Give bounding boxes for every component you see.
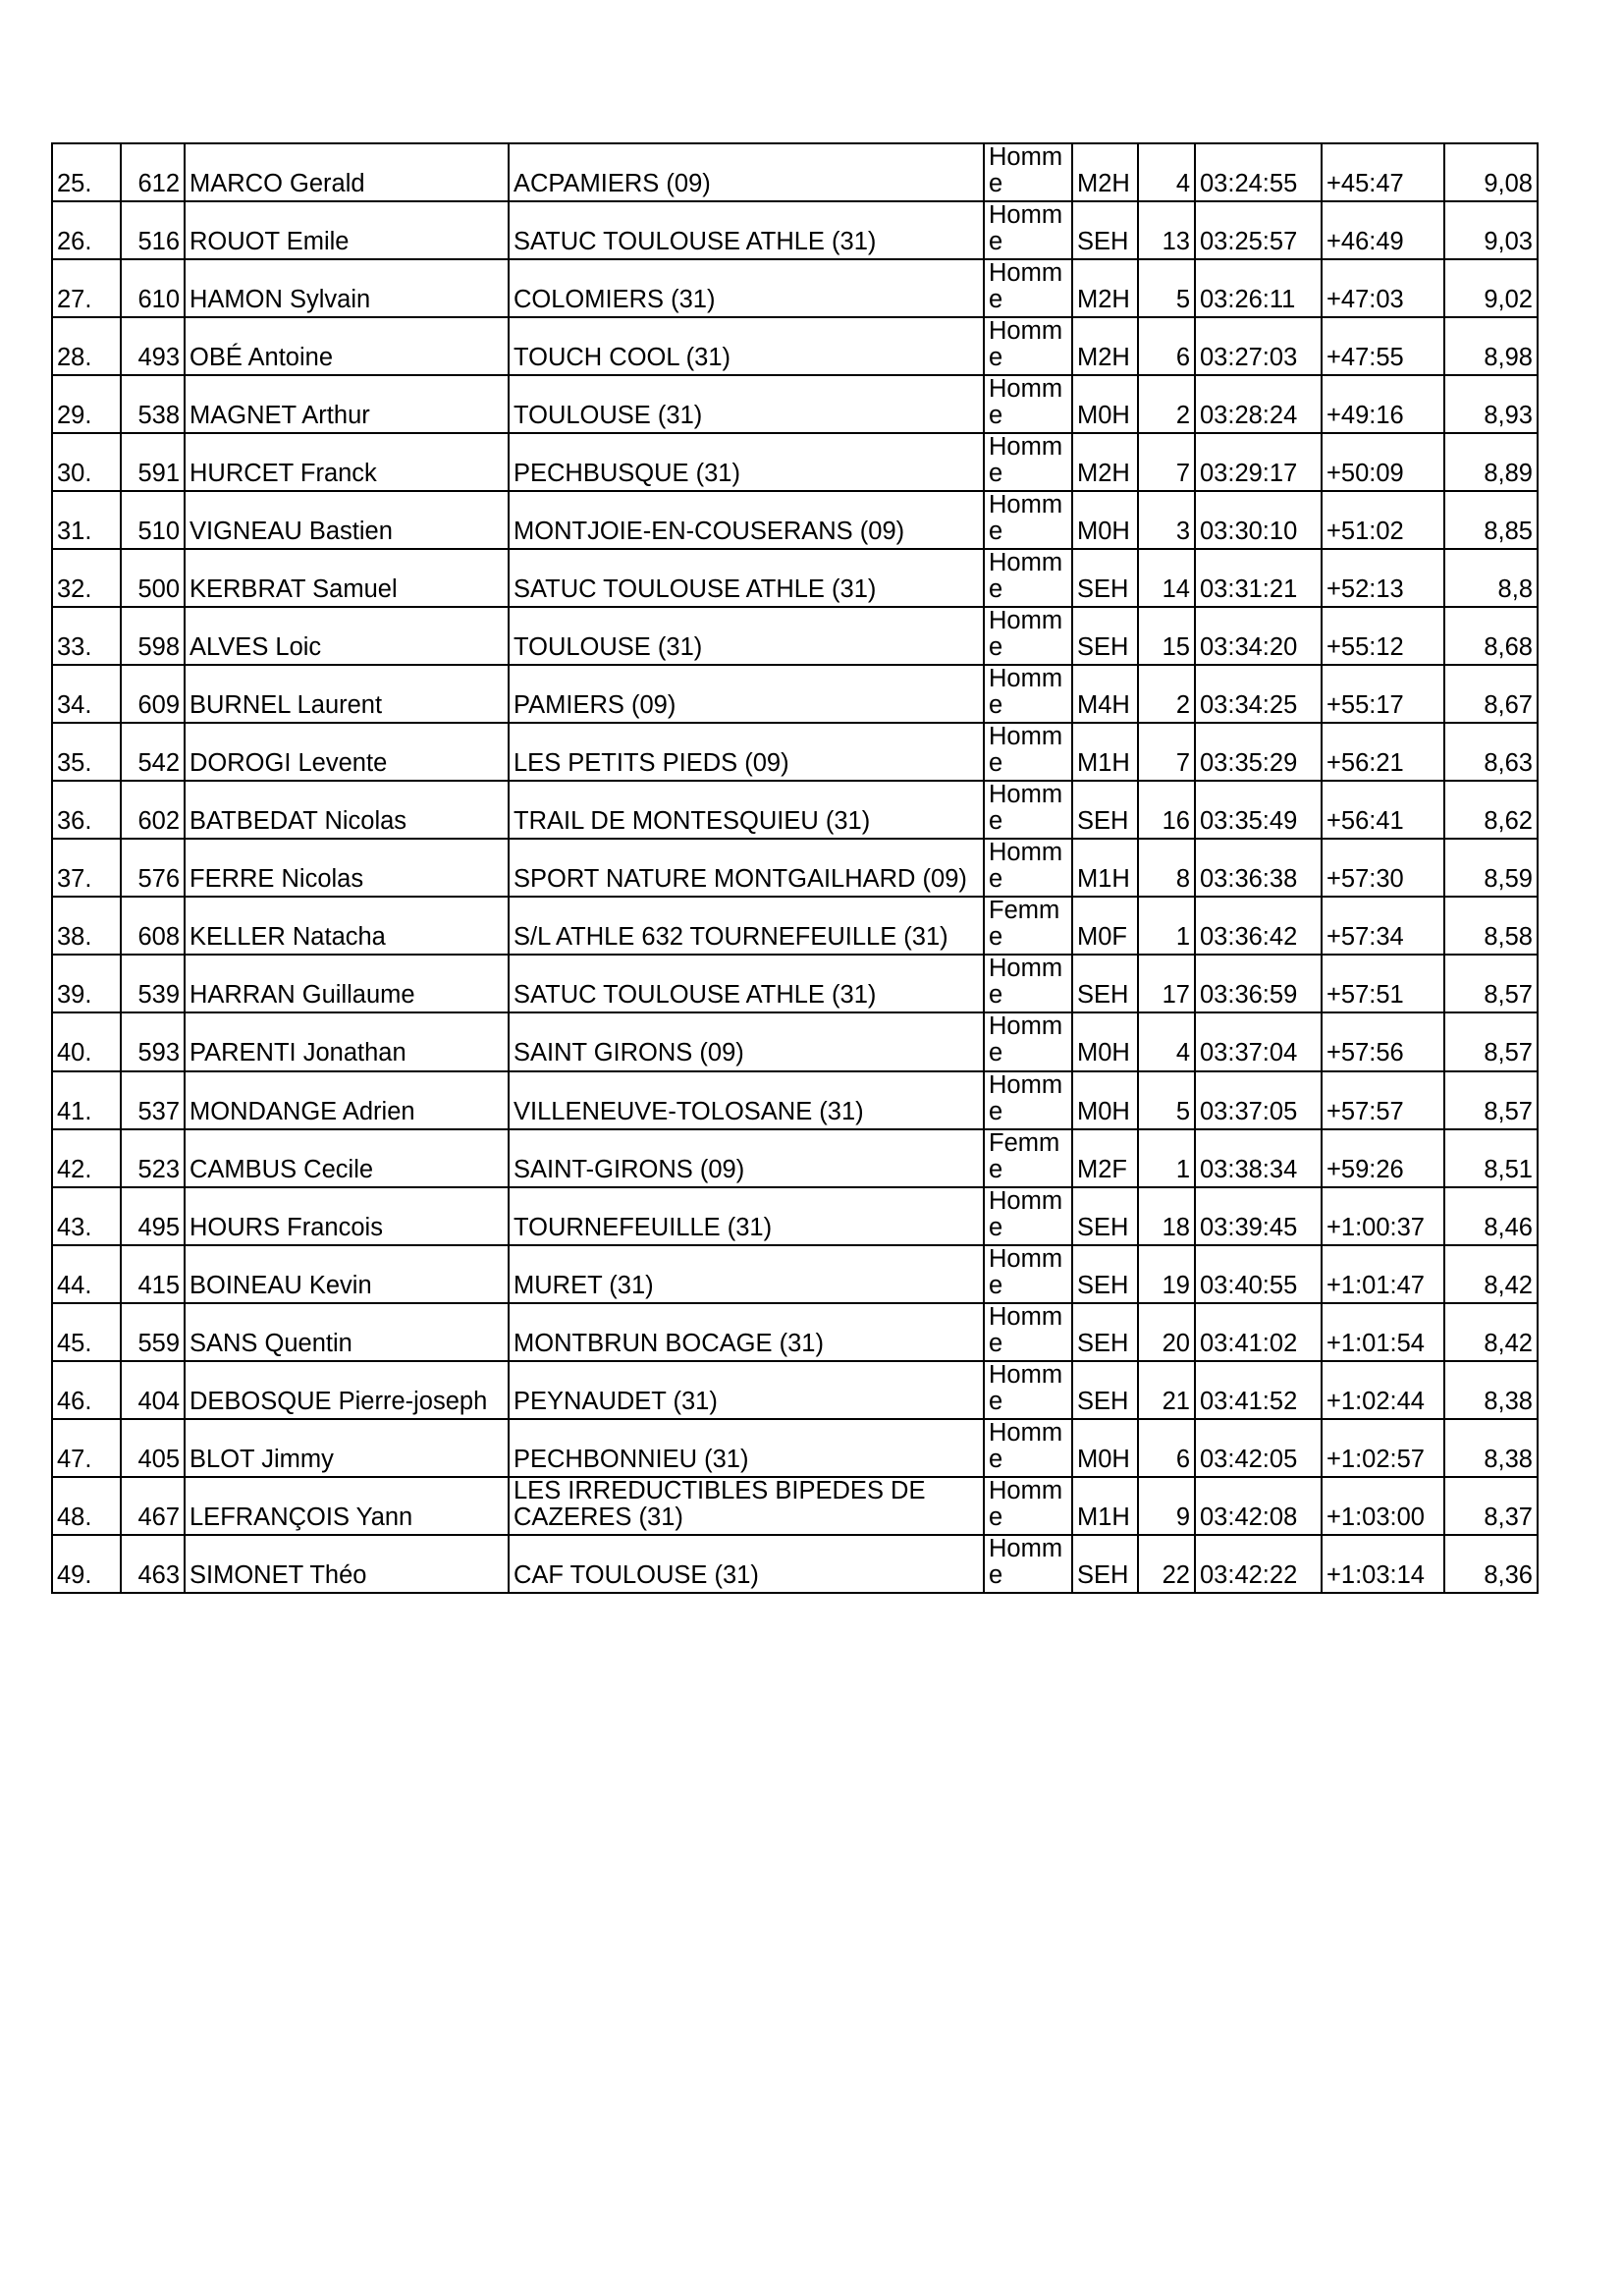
cell-club: PECHBONNIEU (31)	[509, 1419, 984, 1477]
cell-time: 03:31:21	[1195, 549, 1322, 607]
table-row	[52, 781, 1538, 839]
cell-club: SATUC TOULOUSE ATHLE (31)	[509, 201, 984, 259]
cell-club: PECHBUSQUE (31)	[509, 433, 984, 491]
cell-gap: +52:13	[1322, 549, 1444, 607]
cell-speed: 8,38	[1444, 1361, 1538, 1419]
cell-rank: 30.	[52, 433, 121, 491]
cell-category-rank: 1	[1138, 1129, 1195, 1187]
cell-club: SPORT NATURE MONTGAILHARD (09)	[509, 839, 984, 897]
table-row	[52, 259, 1538, 317]
cell-bib: 559	[121, 1303, 185, 1361]
table-row	[52, 201, 1538, 259]
cell-speed: 8,89	[1444, 433, 1538, 491]
cell-name: ALVES Loic	[185, 607, 509, 665]
cell-speed: 8,67	[1444, 665, 1538, 723]
cell-club: ACPAMIERS (09)	[509, 143, 984, 201]
cell-category-rank: 8	[1138, 839, 1195, 897]
table-row	[52, 1361, 1538, 1419]
table-row	[52, 1535, 1538, 1593]
cell-category: SEH	[1072, 1187, 1138, 1245]
cell-club: CAF TOULOUSE (31)	[509, 1535, 984, 1593]
table-row	[52, 955, 1538, 1012]
cell-time: 03:41:52	[1195, 1361, 1322, 1419]
cell-speed: 8,57	[1444, 955, 1538, 1012]
cell-gap: +57:57	[1322, 1071, 1444, 1129]
cell-bib: 612	[121, 143, 185, 201]
table-body	[52, 143, 1538, 1593]
cell-time: 03:36:42	[1195, 897, 1322, 955]
cell-gap: +57:51	[1322, 955, 1444, 1012]
cell-gap: +1:01:54	[1322, 1303, 1444, 1361]
cell-speed: 8,38	[1444, 1419, 1538, 1477]
cell-category: SEH	[1072, 607, 1138, 665]
cell-category: M1H	[1072, 839, 1138, 897]
table-row	[52, 375, 1538, 433]
table-row	[52, 143, 1538, 201]
cell-gap: +47:55	[1322, 317, 1444, 375]
cell-category-rank: 2	[1138, 375, 1195, 433]
cell-category: M1H	[1072, 723, 1138, 781]
cell-category: M2H	[1072, 433, 1138, 491]
cell-category-rank: 14	[1138, 549, 1195, 607]
table-row	[52, 433, 1538, 491]
cell-sex: Homme	[984, 607, 1072, 665]
cell-club: TOULOUSE (31)	[509, 607, 984, 665]
cell-gap: +57:34	[1322, 897, 1444, 955]
cell-rank: 46.	[52, 1361, 121, 1419]
cell-speed: 8,37	[1444, 1477, 1538, 1535]
cell-name: HAMON Sylvain	[185, 259, 509, 317]
table-row	[52, 1303, 1538, 1361]
cell-category-rank: 20	[1138, 1303, 1195, 1361]
cell-category-rank: 7	[1138, 433, 1195, 491]
cell-name: ROUOT Emile	[185, 201, 509, 259]
cell-rank: 49.	[52, 1535, 121, 1593]
cell-time: 03:35:49	[1195, 781, 1322, 839]
race-results-table	[51, 142, 1539, 1594]
cell-rank: 45.	[52, 1303, 121, 1361]
cell-speed: 8,59	[1444, 839, 1538, 897]
cell-speed: 9,08	[1444, 143, 1538, 201]
cell-sex: Homme	[984, 1419, 1072, 1477]
cell-sex: Homme	[984, 549, 1072, 607]
cell-name: BOINEAU Kevin	[185, 1245, 509, 1303]
cell-bib: 602	[121, 781, 185, 839]
cell-category-rank: 5	[1138, 1071, 1195, 1129]
table-row	[52, 1129, 1538, 1187]
cell-bib: 415	[121, 1245, 185, 1303]
cell-bib: 495	[121, 1187, 185, 1245]
cell-category-rank: 4	[1138, 143, 1195, 201]
cell-bib: 538	[121, 375, 185, 433]
cell-club: MONTJOIE-EN-COUSERANS (09)	[509, 491, 984, 549]
cell-sex: Femme	[984, 897, 1072, 955]
cell-time: 03:36:59	[1195, 955, 1322, 1012]
cell-sex: Homme	[984, 1012, 1072, 1070]
cell-bib: 404	[121, 1361, 185, 1419]
cell-gap: +50:09	[1322, 433, 1444, 491]
cell-bib: 463	[121, 1535, 185, 1593]
cell-club: SATUC TOULOUSE ATHLE (31)	[509, 549, 984, 607]
cell-name: DEBOSQUE Pierre-joseph	[185, 1361, 509, 1419]
cell-rank: 32.	[52, 549, 121, 607]
cell-speed: 8,68	[1444, 607, 1538, 665]
cell-name: KELLER Natacha	[185, 897, 509, 955]
cell-sex: Homme	[984, 1303, 1072, 1361]
cell-gap: +55:12	[1322, 607, 1444, 665]
cell-rank: 29.	[52, 375, 121, 433]
cell-name: FERRE Nicolas	[185, 839, 509, 897]
cell-time: 03:37:04	[1195, 1012, 1322, 1070]
cell-gap: +51:02	[1322, 491, 1444, 549]
cell-category-rank: 19	[1138, 1245, 1195, 1303]
cell-club: SAINT-GIRONS (09)	[509, 1129, 984, 1187]
cell-category: SEH	[1072, 1245, 1138, 1303]
cell-bib: 405	[121, 1419, 185, 1477]
cell-time: 03:41:02	[1195, 1303, 1322, 1361]
cell-category: SEH	[1072, 955, 1138, 1012]
cell-gap: +59:26	[1322, 1129, 1444, 1187]
cell-sex: Homme	[984, 839, 1072, 897]
cell-time: 03:28:24	[1195, 375, 1322, 433]
cell-speed: 8,57	[1444, 1071, 1538, 1129]
cell-category-rank: 17	[1138, 955, 1195, 1012]
cell-category: M0H	[1072, 491, 1138, 549]
cell-gap: +45:47	[1322, 143, 1444, 201]
cell-category: SEH	[1072, 1303, 1138, 1361]
cell-speed: 8,57	[1444, 1012, 1538, 1070]
cell-bib: 576	[121, 839, 185, 897]
cell-speed: 8,98	[1444, 317, 1538, 375]
cell-club: MONTBRUN BOCAGE (31)	[509, 1303, 984, 1361]
cell-category: M0F	[1072, 897, 1138, 955]
cell-bib: 593	[121, 1012, 185, 1070]
cell-category: SEH	[1072, 201, 1138, 259]
cell-speed: 8,42	[1444, 1245, 1538, 1303]
cell-club: LES PETITS PIEDS (09)	[509, 723, 984, 781]
cell-rank: 26.	[52, 201, 121, 259]
cell-gap: +56:41	[1322, 781, 1444, 839]
cell-sex: Homme	[984, 1187, 1072, 1245]
cell-bib: 516	[121, 201, 185, 259]
cell-speed: 8,62	[1444, 781, 1538, 839]
cell-name: VIGNEAU Bastien	[185, 491, 509, 549]
cell-time: 03:30:10	[1195, 491, 1322, 549]
cell-sex: Homme	[984, 1535, 1072, 1593]
cell-bib: 539	[121, 955, 185, 1012]
cell-bib: 608	[121, 897, 185, 955]
cell-bib: 510	[121, 491, 185, 549]
cell-category: SEH	[1072, 1361, 1138, 1419]
cell-bib: 493	[121, 317, 185, 375]
cell-gap: +1:01:47	[1322, 1245, 1444, 1303]
cell-name: OBÉ Antoine	[185, 317, 509, 375]
cell-category-rank: 13	[1138, 201, 1195, 259]
cell-name: MARCO Gerald	[185, 143, 509, 201]
cell-gap: +56:21	[1322, 723, 1444, 781]
cell-category: M2H	[1072, 259, 1138, 317]
cell-gap: +1:03:00	[1322, 1477, 1444, 1535]
cell-category-rank: 6	[1138, 1419, 1195, 1477]
cell-speed: 8,46	[1444, 1187, 1538, 1245]
cell-rank: 40.	[52, 1012, 121, 1070]
cell-rank: 37.	[52, 839, 121, 897]
cell-name: BATBEDAT Nicolas	[185, 781, 509, 839]
cell-sex: Homme	[984, 259, 1072, 317]
table-row	[52, 1477, 1538, 1535]
cell-sex: Homme	[984, 491, 1072, 549]
cell-speed: 9,02	[1444, 259, 1538, 317]
cell-rank: 38.	[52, 897, 121, 955]
cell-sex: Homme	[984, 201, 1072, 259]
cell-gap: +1:03:14	[1322, 1535, 1444, 1593]
cell-rank: 33.	[52, 607, 121, 665]
cell-speed: 8,8	[1444, 549, 1538, 607]
cell-sex: Homme	[984, 1361, 1072, 1419]
cell-gap: +57:56	[1322, 1012, 1444, 1070]
table-row	[52, 607, 1538, 665]
cell-club: TOUCH COOL (31)	[509, 317, 984, 375]
cell-bib: 610	[121, 259, 185, 317]
cell-rank: 48.	[52, 1477, 121, 1535]
cell-speed: 9,03	[1444, 201, 1538, 259]
cell-category: M0H	[1072, 1012, 1138, 1070]
cell-category: M0H	[1072, 1071, 1138, 1129]
cell-category-rank: 5	[1138, 259, 1195, 317]
cell-sex: Homme	[984, 143, 1072, 201]
cell-club: LES IRREDUCTIBLES BIPEDES DE CAZERES (31)	[509, 1477, 984, 1535]
cell-name: KERBRAT Samuel	[185, 549, 509, 607]
table-row	[52, 665, 1538, 723]
cell-rank: 25.	[52, 143, 121, 201]
cell-name: HARRAN Guillaume	[185, 955, 509, 1012]
cell-speed: 8,42	[1444, 1303, 1538, 1361]
cell-time: 03:35:29	[1195, 723, 1322, 781]
table-row	[52, 1187, 1538, 1245]
cell-rank: 41.	[52, 1071, 121, 1129]
cell-time: 03:34:20	[1195, 607, 1322, 665]
cell-name: SIMONET Théo	[185, 1535, 509, 1593]
cell-time: 03:39:45	[1195, 1187, 1322, 1245]
cell-gap: +57:30	[1322, 839, 1444, 897]
cell-category-rank: 21	[1138, 1361, 1195, 1419]
cell-gap: +1:00:37	[1322, 1187, 1444, 1245]
cell-category: M0H	[1072, 375, 1138, 433]
cell-time: 03:42:22	[1195, 1535, 1322, 1593]
cell-gap: +49:16	[1322, 375, 1444, 433]
cell-club: PEYNAUDET (31)	[509, 1361, 984, 1419]
cell-name: CAMBUS Cecile	[185, 1129, 509, 1187]
cell-speed: 8,58	[1444, 897, 1538, 955]
cell-speed: 8,85	[1444, 491, 1538, 549]
cell-category: SEH	[1072, 781, 1138, 839]
cell-sex: Femme	[984, 1129, 1072, 1187]
table-row	[52, 549, 1538, 607]
cell-sex: Homme	[984, 375, 1072, 433]
cell-category-rank: 16	[1138, 781, 1195, 839]
cell-rank: 36.	[52, 781, 121, 839]
cell-category-rank: 15	[1138, 607, 1195, 665]
cell-speed: 8,63	[1444, 723, 1538, 781]
cell-sex: Homme	[984, 955, 1072, 1012]
cell-bib: 609	[121, 665, 185, 723]
cell-name: MONDANGE Adrien	[185, 1071, 509, 1129]
table-row	[52, 1245, 1538, 1303]
cell-time: 03:26:11	[1195, 259, 1322, 317]
cell-gap: +1:02:57	[1322, 1419, 1444, 1477]
cell-rank: 28.	[52, 317, 121, 375]
cell-name: BURNEL Laurent	[185, 665, 509, 723]
cell-name: HOURS Francois	[185, 1187, 509, 1245]
cell-gap: +55:17	[1322, 665, 1444, 723]
cell-gap: +1:02:44	[1322, 1361, 1444, 1419]
table-row	[52, 723, 1538, 781]
cell-time: 03:42:05	[1195, 1419, 1322, 1477]
cell-club: S/L ATHLE 632 TOURNEFEUILLE (31)	[509, 897, 984, 955]
cell-bib: 598	[121, 607, 185, 665]
cell-name: LEFRANÇOIS Yann	[185, 1477, 509, 1535]
cell-time: 03:34:25	[1195, 665, 1322, 723]
cell-club: PAMIERS (09)	[509, 665, 984, 723]
cell-time: 03:36:38	[1195, 839, 1322, 897]
cell-name: SANS Quentin	[185, 1303, 509, 1361]
cell-time: 03:38:34	[1195, 1129, 1322, 1187]
cell-speed: 8,36	[1444, 1535, 1538, 1593]
cell-rank: 31.	[52, 491, 121, 549]
cell-category-rank: 6	[1138, 317, 1195, 375]
cell-category-rank: 9	[1138, 1477, 1195, 1535]
cell-category: M2H	[1072, 317, 1138, 375]
cell-category: M0H	[1072, 1419, 1138, 1477]
cell-time: 03:27:03	[1195, 317, 1322, 375]
cell-category-rank: 3	[1138, 491, 1195, 549]
cell-category-rank: 7	[1138, 723, 1195, 781]
cell-time: 03:42:08	[1195, 1477, 1322, 1535]
cell-rank: 27.	[52, 259, 121, 317]
cell-club: TOURNEFEUILLE (31)	[509, 1187, 984, 1245]
cell-rank: 35.	[52, 723, 121, 781]
cell-bib: 500	[121, 549, 185, 607]
cell-rank: 47.	[52, 1419, 121, 1477]
cell-category: M4H	[1072, 665, 1138, 723]
cell-name: HURCET Franck	[185, 433, 509, 491]
cell-speed: 8,93	[1444, 375, 1538, 433]
cell-club: COLOMIERS (31)	[509, 259, 984, 317]
cell-sex: Homme	[984, 433, 1072, 491]
table-row	[52, 1071, 1538, 1129]
cell-category: M2F	[1072, 1129, 1138, 1187]
cell-name: PARENTI Jonathan	[185, 1012, 509, 1070]
table-row	[52, 897, 1538, 955]
cell-category-rank: 2	[1138, 665, 1195, 723]
cell-name: BLOT Jimmy	[185, 1419, 509, 1477]
cell-category: SEH	[1072, 549, 1138, 607]
cell-bib: 467	[121, 1477, 185, 1535]
cell-category: SEH	[1072, 1535, 1138, 1593]
table-row	[52, 491, 1538, 549]
cell-rank: 39.	[52, 955, 121, 1012]
cell-club: SAINT GIRONS (09)	[509, 1012, 984, 1070]
cell-bib: 537	[121, 1071, 185, 1129]
cell-sex: Homme	[984, 1245, 1072, 1303]
cell-category-rank: 1	[1138, 897, 1195, 955]
cell-time: 03:25:57	[1195, 201, 1322, 259]
cell-sex: Homme	[984, 665, 1072, 723]
cell-category: M1H	[1072, 1477, 1138, 1535]
cell-sex: Homme	[984, 1071, 1072, 1129]
cell-category-rank: 4	[1138, 1012, 1195, 1070]
cell-gap: +46:49	[1322, 201, 1444, 259]
cell-club: SATUC TOULOUSE ATHLE (31)	[509, 955, 984, 1012]
cell-club: VILLENEUVE-TOLOSANE (31)	[509, 1071, 984, 1129]
cell-gap: +47:03	[1322, 259, 1444, 317]
cell-time: 03:37:05	[1195, 1071, 1322, 1129]
table-row	[52, 1012, 1538, 1070]
cell-club: TOULOUSE (31)	[509, 375, 984, 433]
cell-category: M2H	[1072, 143, 1138, 201]
cell-sex: Homme	[984, 317, 1072, 375]
cell-rank: 44.	[52, 1245, 121, 1303]
cell-club: TRAIL DE MONTESQUIEU (31)	[509, 781, 984, 839]
cell-bib: 591	[121, 433, 185, 491]
cell-sex: Homme	[984, 1477, 1072, 1535]
cell-name: DOROGI Levente	[185, 723, 509, 781]
cell-rank: 34.	[52, 665, 121, 723]
cell-speed: 8,51	[1444, 1129, 1538, 1187]
cell-category-rank: 22	[1138, 1535, 1195, 1593]
cell-club: MURET (31)	[509, 1245, 984, 1303]
cell-rank: 43.	[52, 1187, 121, 1245]
table-row	[52, 839, 1538, 897]
table-row	[52, 317, 1538, 375]
cell-sex: Homme	[984, 781, 1072, 839]
cell-time: 03:29:17	[1195, 433, 1322, 491]
cell-bib: 542	[121, 723, 185, 781]
cell-sex: Homme	[984, 723, 1072, 781]
cell-time: 03:40:55	[1195, 1245, 1322, 1303]
cell-time: 03:24:55	[1195, 143, 1322, 201]
cell-rank: 42.	[52, 1129, 121, 1187]
cell-name: MAGNET Arthur	[185, 375, 509, 433]
cell-bib: 523	[121, 1129, 185, 1187]
cell-category-rank: 18	[1138, 1187, 1195, 1245]
table-row	[52, 1419, 1538, 1477]
